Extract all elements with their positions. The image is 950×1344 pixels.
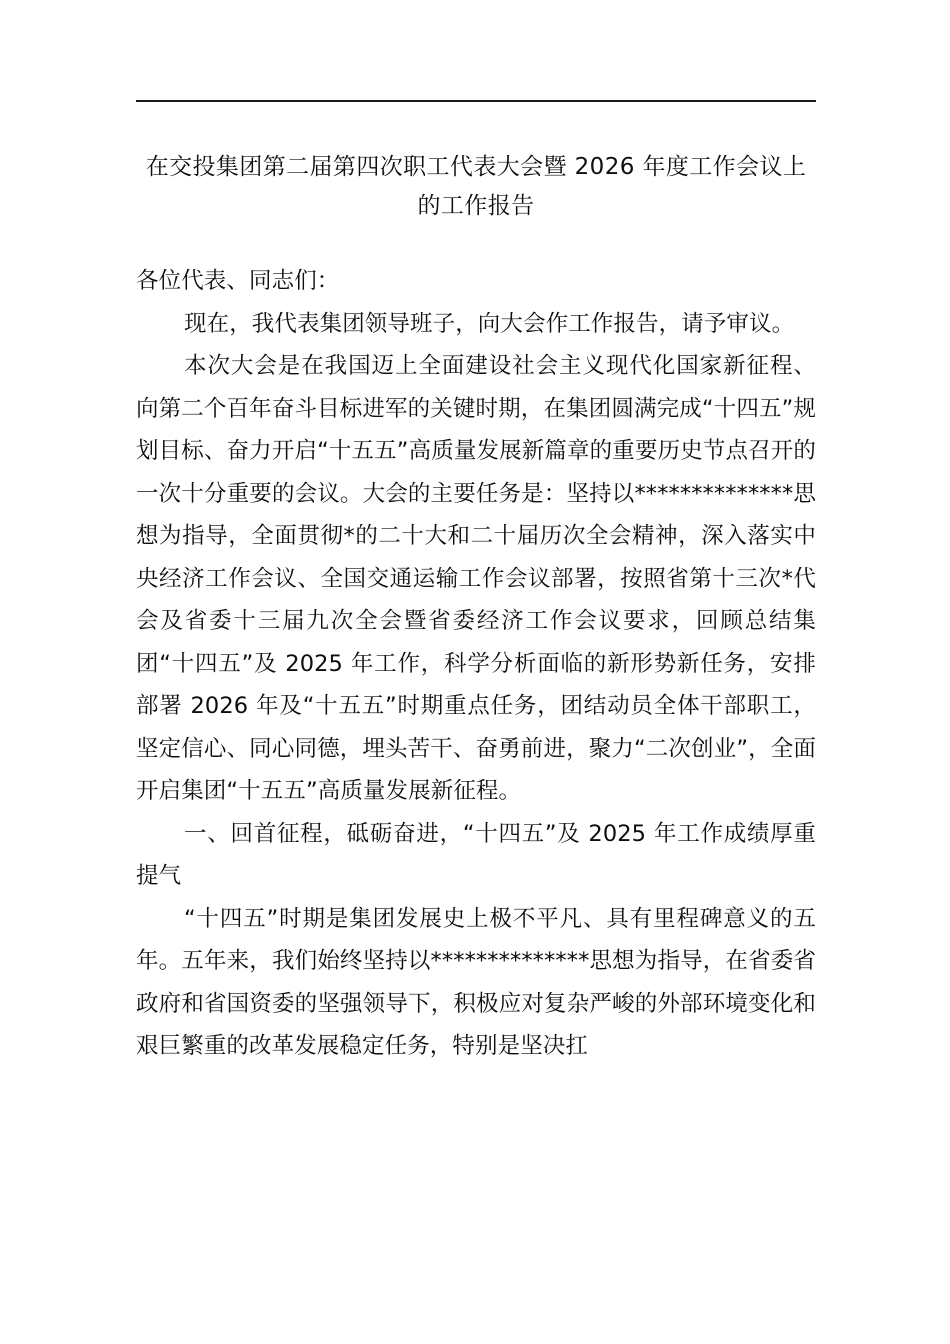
header-divider [136,100,816,102]
paragraph-section-heading-1: 一、回首征程，砥砺奋进，“十四五”及 2025 年工作成绩厚重提气 [136,820,816,889]
paragraph-1: 现在，我代表集团领导班子，向大会作工作报告，请予审议。 [184,310,795,337]
paragraph-2: 本次大会是在我国迈上全面建设社会主义现代化国家新征程、向第二个百年奋斗目标进军的关键时期，在集团圆满完成“十四五”规划目标、奋力开启“十五五”高质量发展新篇章的重要历史节点召开的一次十分重要的会议。大会的主要任务是：坚持以**************思想为指导，全面贯彻*的二十大和二十届历次全会精神，深入落实中央经济工作会议、全国交通运输工作会议部署，按照省第十三次*代会及省委十三届九次全会暨省委经济工作会议要求，回顾总结集团“十四五”及 2025 年工作，科学分析面临的新形势新任务，安排部署 2026 年及“十五五”时期重点任务，团结动员全体干部职工，坚定信心、同心同德，埋头苦干、奋勇前进，聚力“二次创业”，全面开启集团“十五五”高质量发展新征程。 [136,353,816,804]
paragraph-salutation: 各位代表、同志们： [136,268,340,294]
paragraph-3: “十四五”时期是集团发展史上极不平凡、具有里程碑意义的五年。五年来，我们始终坚持以**************思想为指导，在省委省政府和省国资委的坚强领导下，积极应对复杂严峻的外部环境变化和艰巨繁重的改革发展稳定任务，特别是坚决扛 [136,905,816,1059]
document-body [136,100,816,1068]
page-title: 在交投集团第二届第四次职工代表大会暨 2026 年度工作会议上的工作报告 [145,154,807,219]
